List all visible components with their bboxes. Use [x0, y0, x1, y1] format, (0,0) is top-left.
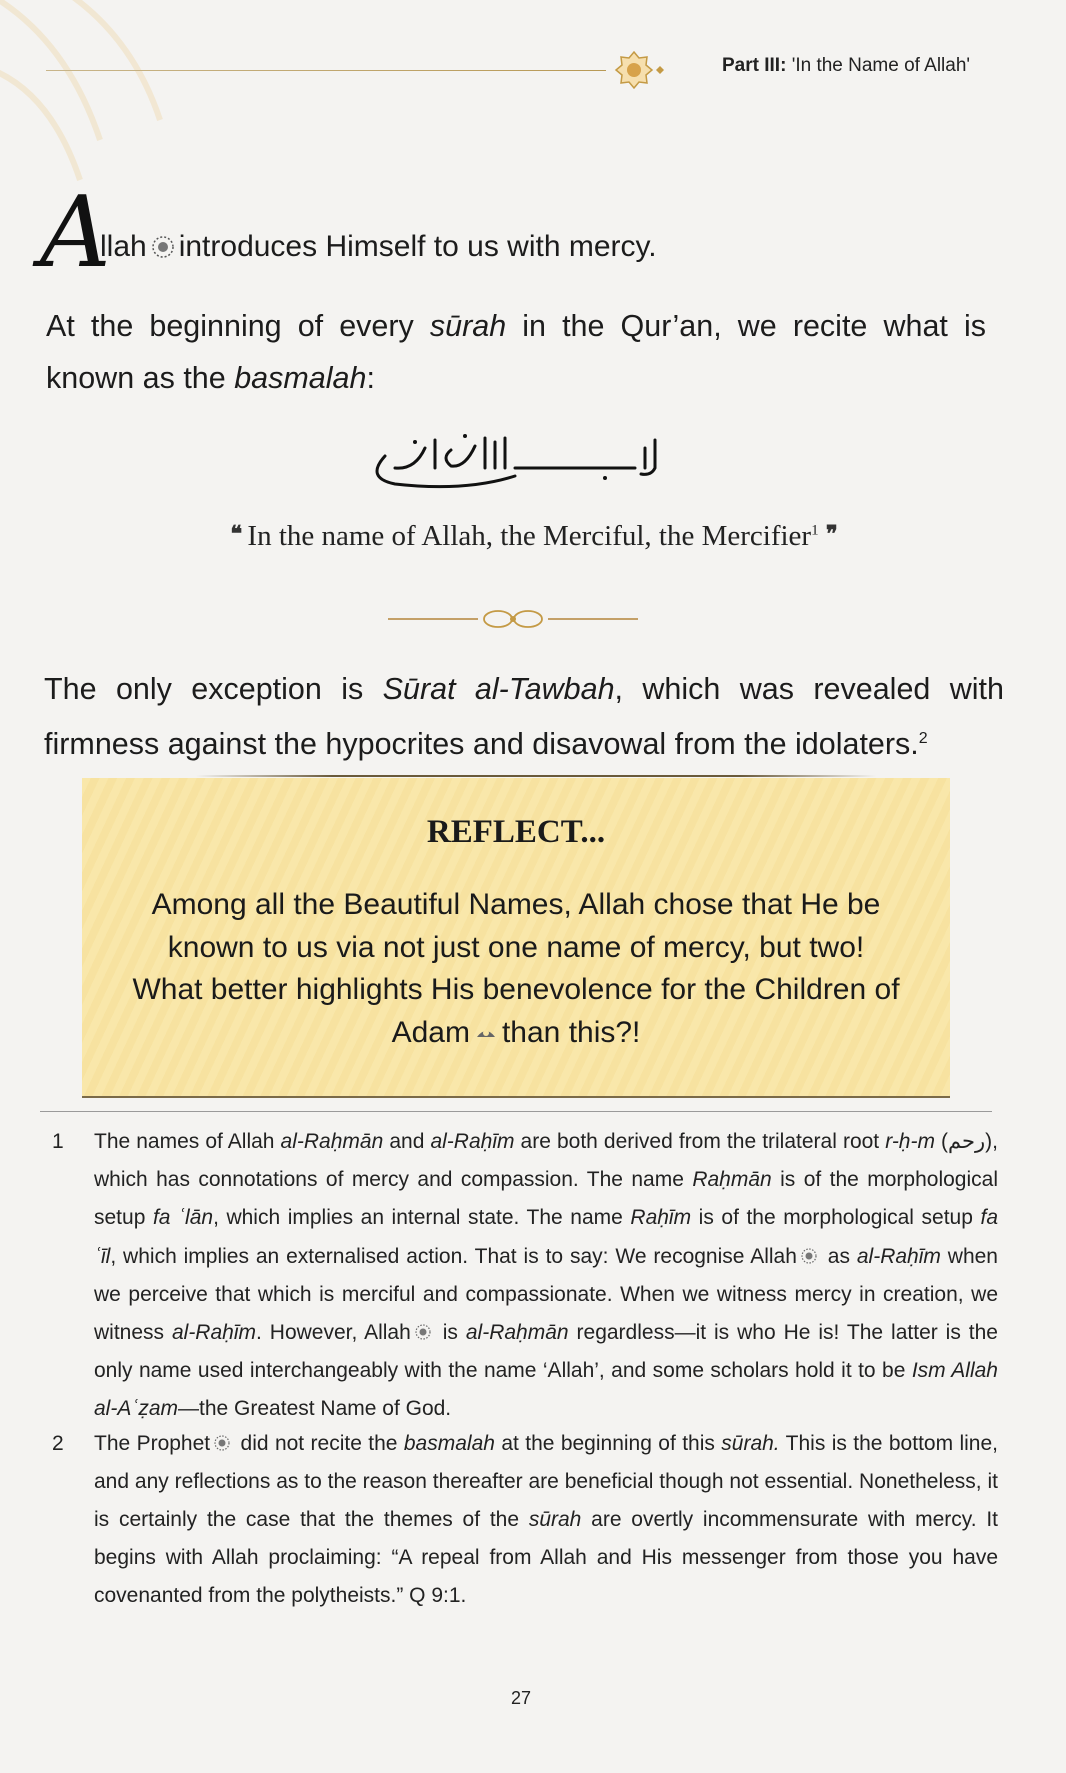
footnote-rule [40, 1111, 992, 1112]
open-quote-mark: ❝ [230, 521, 241, 546]
basmalah-paragraph: At the beginning of every sūrah in the Qur’an, we recite what is known as the basmalah: [46, 309, 986, 395]
running-head: Part III: 'In the Name of Allah' [722, 55, 971, 76]
page-number: 27 [510, 1688, 532, 1708]
footnote-2: 2 The Prophet did not recite the basmalah at the beginning of this sūrah. This is the bottom line, and any reflections as to the reason thereafter are beneficial though not essential. Nonetheless, it is certainly the case that the themes of the sūrah are overtly incommensurate with mercy. It begins with Allah proclaiming: “A repeal from Allah and His messenger from those you have covenanted from the polytheists.” Q 9:1. [52, 1425, 998, 1616]
corner-ornament [0, 0, 260, 200]
exception-paragraph: The only exception is Sūrat al-Tawbah, which was revealed with firmness against the hypocrites and disavowal from the idolaters.$^2$ [44, 672, 1004, 762]
reflect-bottom-rule [82, 1096, 950, 1098]
footnotes [52, 1123, 998, 1616]
footnote-1: 1 The names of Allah al-Raḥmān and al-Raḥīm are both derived from the trilateral root r-ḥ-m (رحم), which has connotations of mercy and compassion. The name Raḥmān is of the morphological setup fa ʿlān, which implies an internal state. The name Raḥīm is of the morphological setup fa ʿīl, which implies an externalised action. That is to say: We recognise Allah as al-Raḥīm when we perceive that which is merciful and compassionate. When we witness mercy in creation, we witness al-Raḥīm. However, Allah is al-Raḥmān regardless—it is who He is! The latter is the only name used interchangeably with the name ‘Allah’, and some scholars hold it to be Ism Allah al-Aʿẓam—the Greatest Name of God. [52, 1123, 998, 1429]
reflect-top-rule [196, 775, 876, 777]
footnote-number: 2 [52, 1431, 64, 1455]
footnote-ref-1[interactable]: 1 [811, 522, 819, 539]
basmalah-translation: ❝ In the name of Allah, the Merciful, the Mercifier$^1$ ❞ [230, 520, 836, 552]
footnote-number: 1 [52, 1130, 64, 1153]
honorific-glyph-icon [213, 1434, 231, 1452]
honorific-glyph-icon [151, 235, 175, 259]
drop-cap: A [40, 176, 111, 290]
close-quote-mark: ❞ [825, 521, 836, 546]
reflect-body: Among all the Beautiful Names, Allah chose that He be known to us via not just one name of mercy, but two! What better highlights His benevolence for the Children of Adam than this?! [132, 888, 900, 1049]
honorific-glyph-icon [800, 1247, 818, 1265]
footnote-ref-2[interactable]: 2 [918, 730, 928, 747]
basmalah-calligraphy [355, 428, 675, 494]
reflect-box [82, 778, 950, 1096]
honorific-glyph-icon [474, 1021, 498, 1045]
reflect-title: REFLECT... [426, 814, 606, 850]
lead-paragraph: A llah introduces Himself to us with mercy. [40, 176, 657, 290]
honorific-glyph-icon [414, 1323, 432, 1341]
section-divider-ornament [388, 606, 638, 632]
header-rule [46, 70, 606, 71]
header-star-ornament [610, 44, 672, 96]
